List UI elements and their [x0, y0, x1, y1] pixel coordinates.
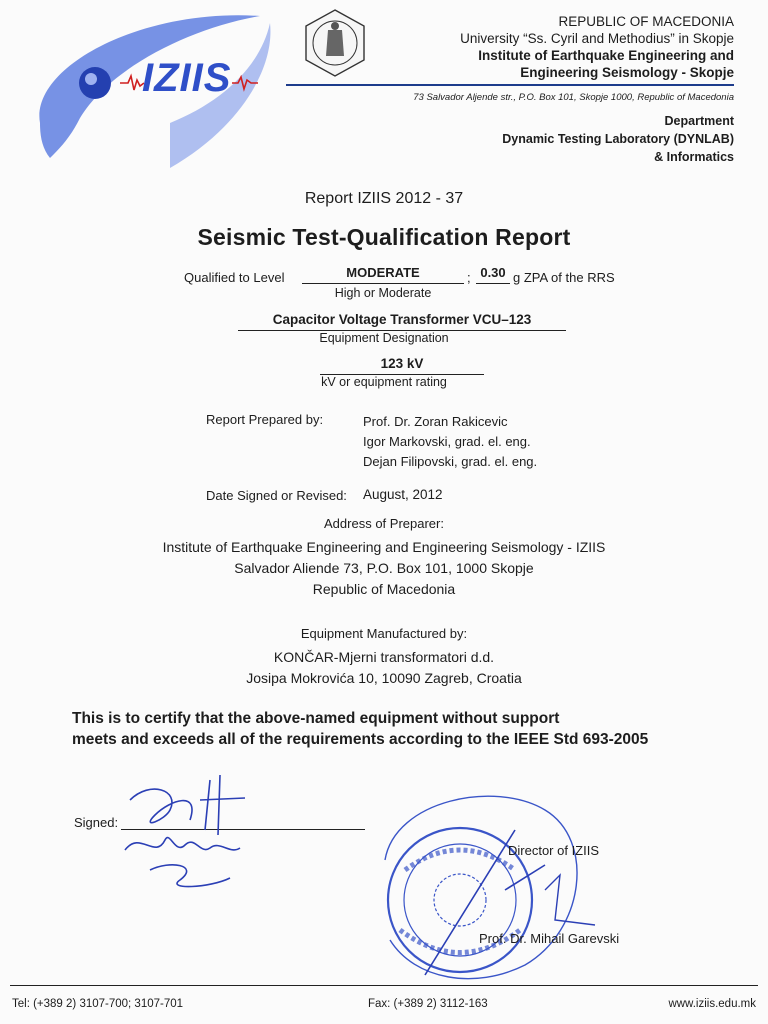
- footer-telephone: Tel: (+389 2) 3107-700; 3107-701: [12, 998, 184, 1010]
- qualified-prefix: Qualified to Level: [184, 270, 285, 285]
- director-name: Prof. Dr. Mihail Garevski: [479, 931, 620, 946]
- report-title: Seismic Test-Qualification Report: [197, 224, 571, 250]
- preparer-name: Dejan Filipovski, grad. el. eng.: [363, 454, 538, 469]
- qualification-level: MODERATE: [302, 265, 464, 284]
- equipment-designation: Capacitor Voltage Transformer VCU–123: [238, 312, 566, 331]
- manufacturer-label: Equipment Manufactured by:: [300, 626, 468, 641]
- university-name: University “Ss. Cyril and Methodius” in Skopje: [460, 31, 734, 46]
- date-label: Date Signed or Revised:: [206, 488, 347, 503]
- equipment-rating-caption: kV or equipment rating: [321, 375, 447, 389]
- department-label: Department: [664, 114, 734, 128]
- institute-name-line1: Institute of Earthquake Engineering and: [478, 48, 734, 63]
- official-stamp-icon: [355, 770, 605, 990]
- equipment-designation-caption: Equipment Designation: [319, 331, 449, 345]
- signed-label: Signed:: [74, 815, 119, 830]
- report-number: Report IZIIS 2012 - 37: [304, 190, 464, 207]
- institute-address: 73 Salvador Aljende str., P.O. Box 101, Skopje 1000, Republic of Macedonia: [413, 92, 734, 103]
- preparer-address-line: Institute of Earthquake Engineering and Engineering Seismology - IZIIS: [162, 539, 606, 555]
- preparer-name: Prof. Dr. Zoran Rakicevic: [363, 414, 508, 429]
- qualification-value: 0.30: [476, 265, 510, 284]
- logo-text: IZIIS: [142, 56, 232, 100]
- footer-website[interactable]: www.iziis.edu.mk: [668, 998, 756, 1010]
- iziis-logo: [20, 8, 280, 178]
- institute-name-line2: Engineering Seismology - Skopje: [520, 65, 734, 80]
- preparer-address-line: Republic of Macedonia: [312, 581, 456, 597]
- certification-line: meets and exceeds all of the requirements according to the IEEE Std 693-2005: [72, 731, 649, 748]
- footer-divider: [10, 985, 758, 986]
- footer-fax: Fax: (+389 2) 3112-163: [368, 998, 488, 1010]
- manufacturer-name: KONČAR-Mjerni transformatori d.d.: [273, 649, 495, 665]
- department-name: Dynamic Testing Laboratory (DYNLAB): [502, 132, 734, 146]
- director-title: Director of IZIIS: [508, 843, 600, 858]
- preparer-address-line: Salvador Aliende 73, P.O. Box 101, 1000 Skopje: [234, 560, 534, 576]
- date-value: August, 2012: [363, 487, 443, 502]
- header-divider: [286, 84, 734, 86]
- level-caption: High or Moderate: [334, 286, 432, 300]
- department-extra: & Informatics: [654, 150, 734, 164]
- certification-line: This is to certify that the above-named equipment without support: [72, 710, 560, 727]
- preparer-address-label: Address of Preparer:: [324, 516, 444, 531]
- manufacturer-address: Josipa Mokrovića 10, 10090 Zagreb, Croatia: [246, 670, 522, 686]
- certification-statement: [72, 708, 752, 750]
- prepared-by-label: Report Prepared by:: [206, 412, 324, 427]
- qualification-suffix: g ZPA of the RRS: [513, 270, 615, 285]
- handwritten-signature: [110, 760, 260, 900]
- equipment-rating: 123 kV: [320, 356, 484, 375]
- qualification-separator: ;: [467, 270, 471, 285]
- prepared-by-names: [363, 412, 537, 472]
- country-name: REPUBLIC OF MACEDONIA: [558, 14, 734, 29]
- university-seal-icon: [300, 8, 370, 78]
- preparer-name: Igor Markovski, grad. el. eng.: [363, 434, 531, 449]
